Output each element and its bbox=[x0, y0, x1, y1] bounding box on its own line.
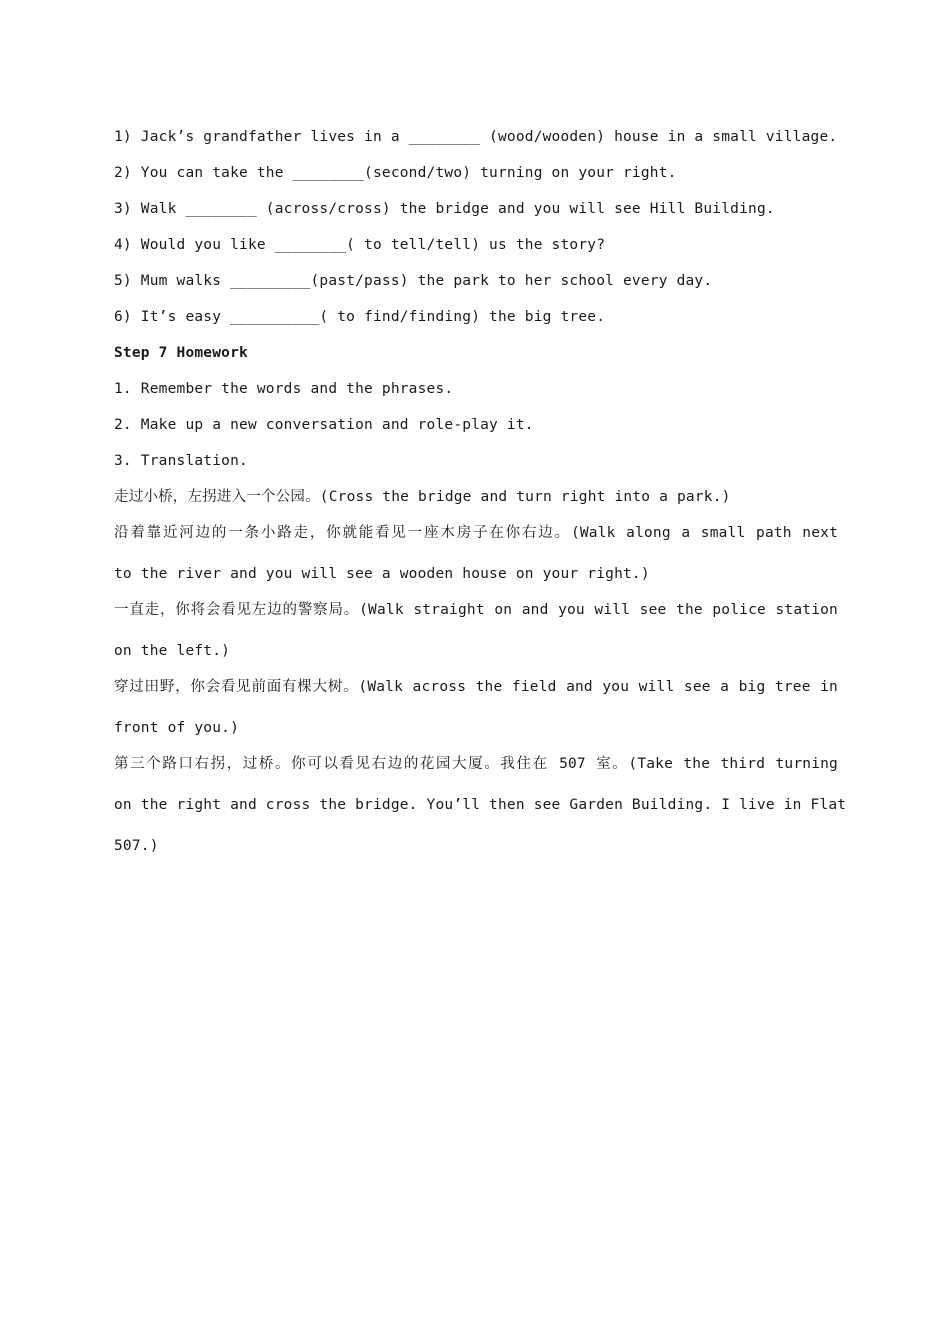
exercise-line-1: 1) Jack’s grandfather lives in a ________ (wood/wooden) house in a small village. bbox=[114, 129, 838, 145]
exercise-line-5: 5) Mum walks _________(past/pass) the park to her school every day. bbox=[114, 273, 713, 289]
translation-5-line-1: 第三个路口右拐，过桥。你可以看见右边的花园大厦。我住在 507 室。(Take the third turning bbox=[114, 756, 838, 772]
homework-item-1: 1. Remember the words and the phrases. bbox=[114, 381, 454, 397]
translation-5-line-2: on the right and cross the bridge. You’ll then see Garden Building. I live in Flat bbox=[114, 797, 847, 813]
homework-heading: Step 7 Homework bbox=[114, 345, 248, 361]
homework-item-2: 2. Make up a new conversation and role-play it. bbox=[114, 417, 534, 433]
homework-item-3: 3. Translation. bbox=[114, 453, 248, 469]
translation-2-line-2: to the river and you will see a wooden house on your right.) bbox=[114, 566, 650, 582]
translation-5-line-3: 507.) bbox=[114, 838, 159, 854]
translation-3-line-1: 一直走，你将会看见左边的警察局。(Walk straight on and you will see the police station bbox=[114, 602, 838, 618]
translation-1-line-1: 走过小桥，左拐进入一个公园。(Cross the bridge and turn right into a park.) bbox=[114, 489, 731, 505]
translation-4-line-1: 穿过田野，你会看见前面有棵大树。(Walk across the field and you will see a big tree in bbox=[114, 679, 838, 695]
exercise-line-2: 2) You can take the ________(second/two) turning on your right. bbox=[114, 165, 677, 181]
translation-4-line-2: front of you.) bbox=[114, 720, 240, 736]
exercise-line-3: 3) Walk ________ (across/cross) the bridge and you will see Hill Building. bbox=[114, 201, 775, 217]
exercise-line-4: 4) Would you like ________( to tell/tell) us the story? bbox=[114, 237, 606, 253]
exercise-line-6: 6) It’s easy __________( to find/finding) the big tree. bbox=[114, 309, 606, 325]
translation-2-line-1: 沿着靠近河边的一条小路走，你就能看见一座木房子在你右边。(Walk along a small path next bbox=[114, 525, 838, 541]
translation-3-line-2: on the left.) bbox=[114, 643, 231, 659]
